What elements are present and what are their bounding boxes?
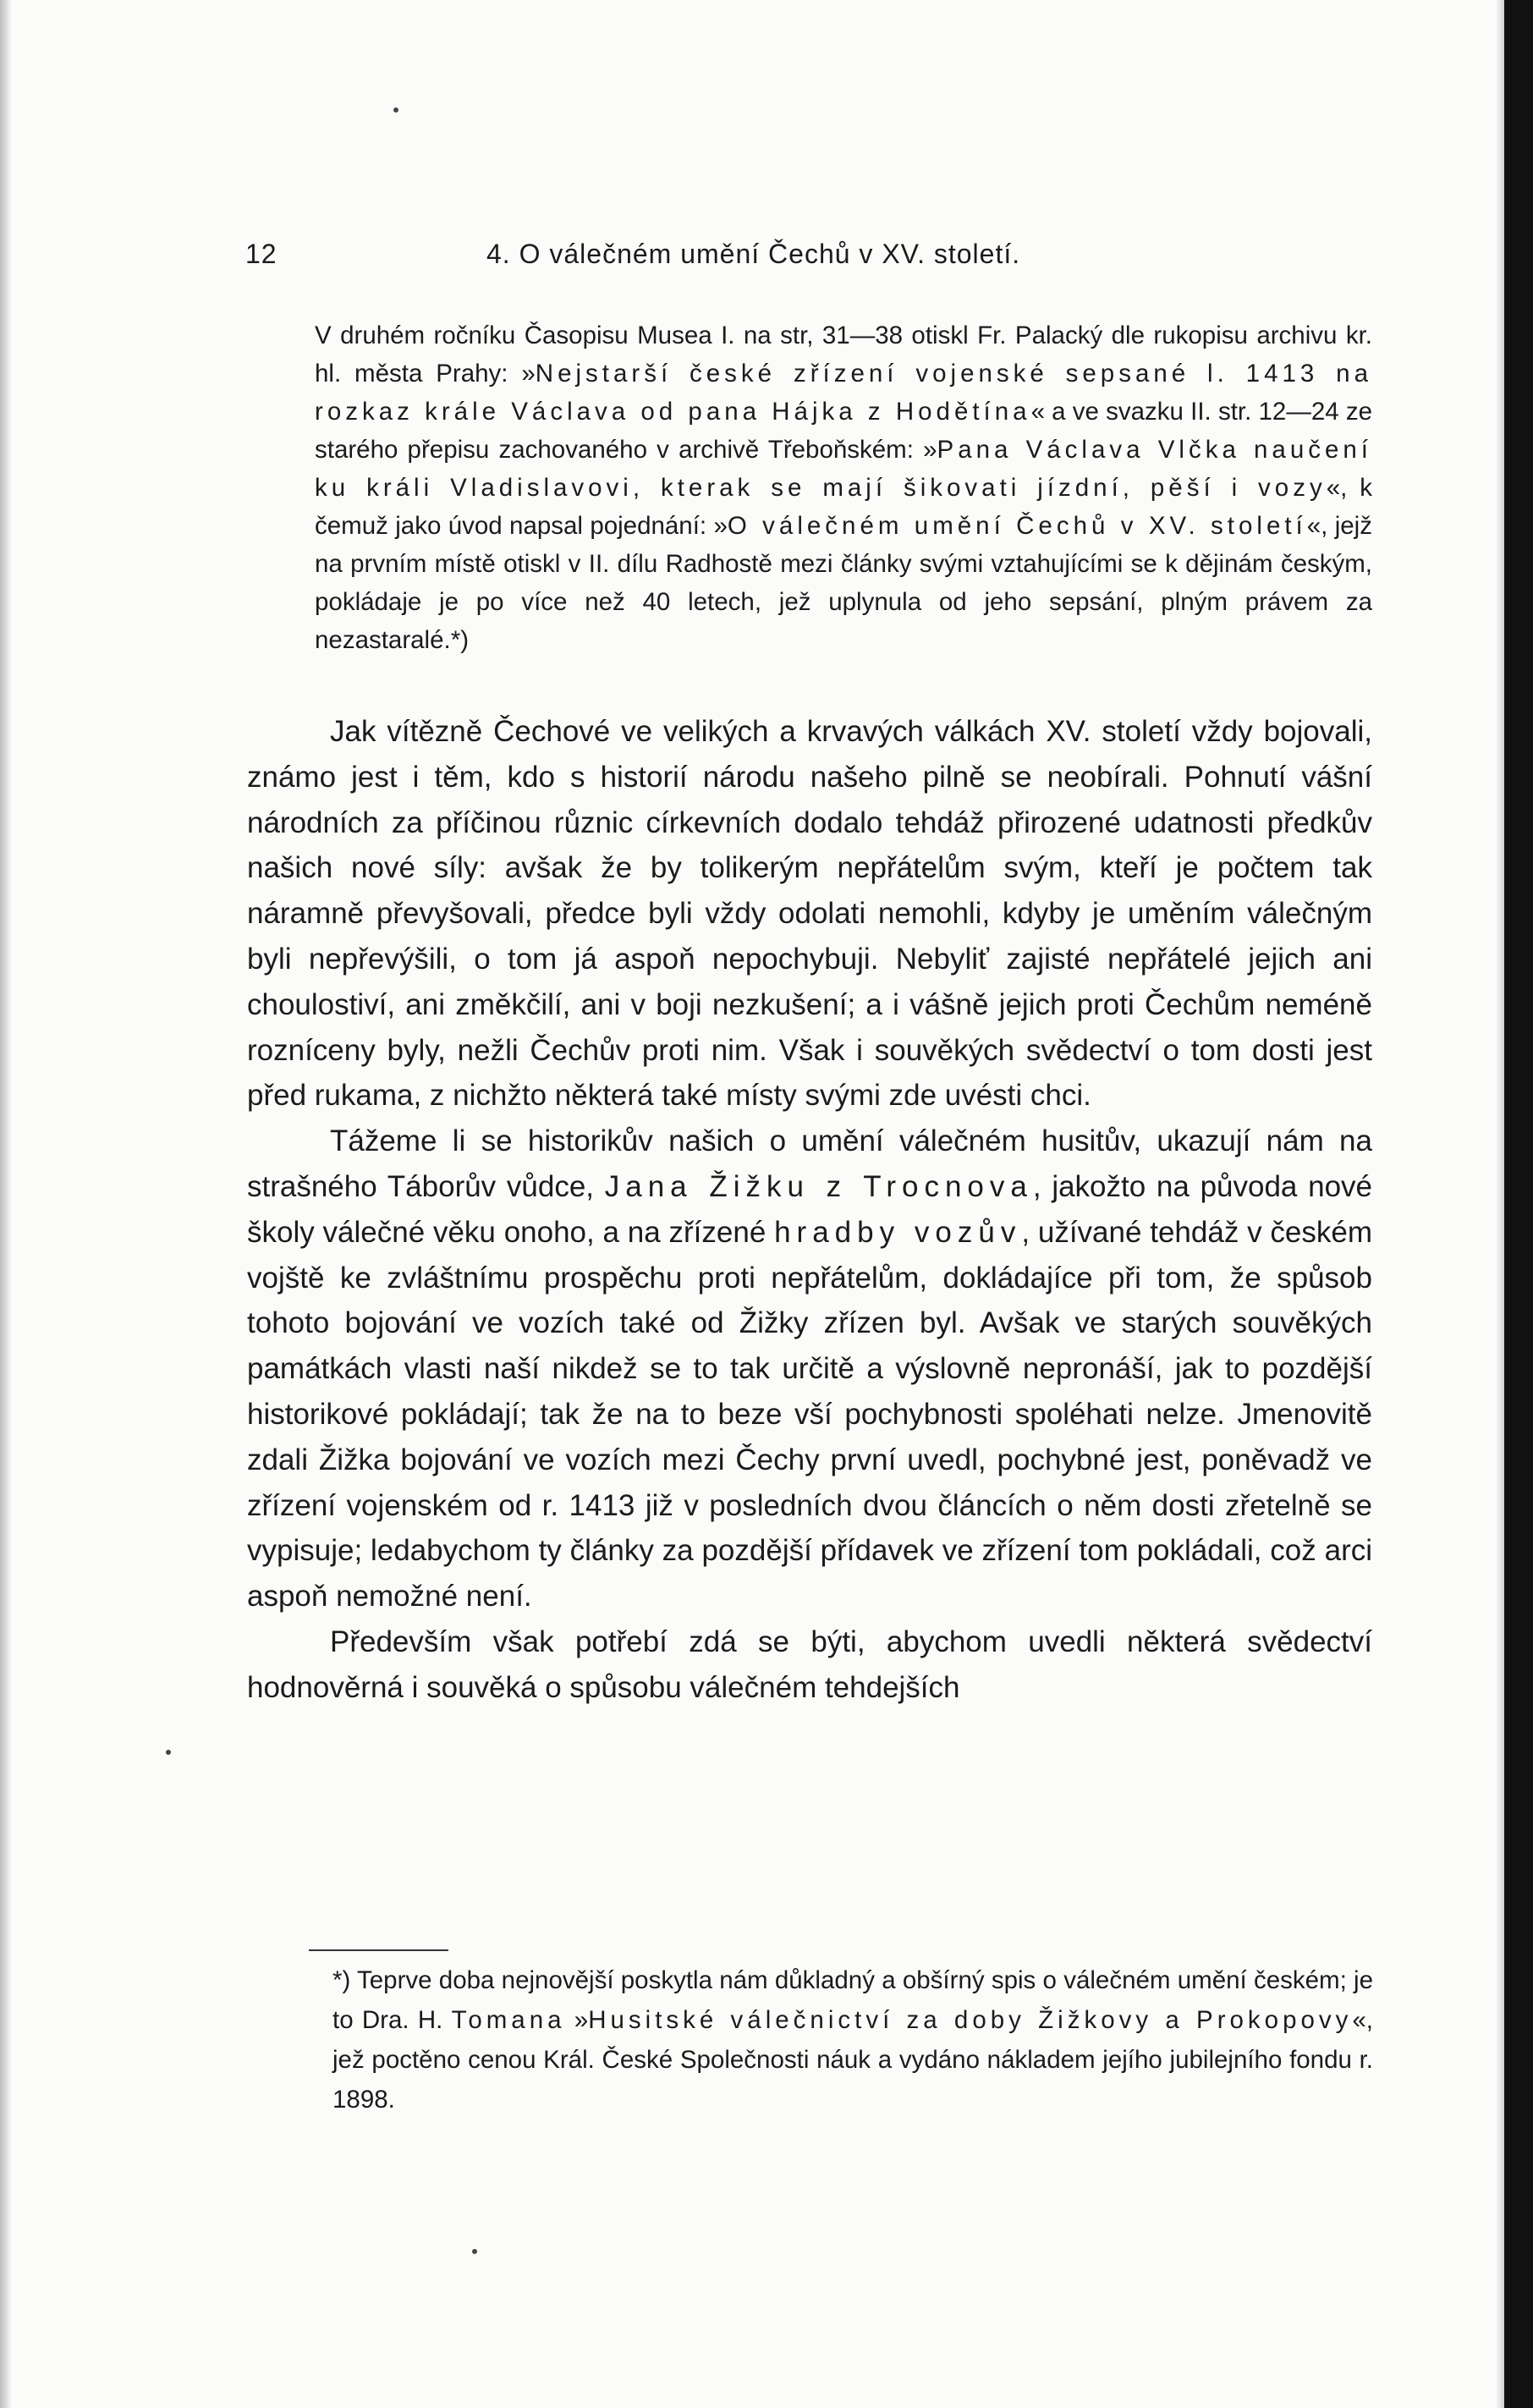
page-right-edge-shadow xyxy=(1496,0,1504,2408)
main-text xyxy=(247,709,1372,1711)
scan-speck xyxy=(166,1750,171,1755)
paragraph xyxy=(247,1119,1372,1619)
editorial-note-part: «, jejž na prvním místě otiskl v II. dílu Radhostě mezi články svými vztahujícími se k dějinám českým, pokládaje je po více než 40 letech, jež uplynula od jeho sepsání, plným právem za nezastaralé.*) xyxy=(315,512,1372,654)
footnote-part: «, jež poctěno cenou Král. České Společnosti náuk a vydáno nákladem jejího jubilejního fondu r. 1898. xyxy=(332,2006,1373,2114)
running-header xyxy=(245,239,1371,281)
editorial-note xyxy=(247,316,1372,659)
page-number: 12 xyxy=(245,239,277,269)
footnote-part: » xyxy=(565,2006,589,2034)
document-title: O válečném umění Čechů v XV. století xyxy=(727,512,1307,540)
person-name: Jana Žižku z Trocnova xyxy=(604,1169,1033,1203)
editorial-note-text xyxy=(247,316,1372,659)
paragraph: Jak vítězně Čechové ve velikých a krvavých válkách XV. století vždy bojovali, známo jest i těm, kdo s historií národu našeho pilně se neobírali. Pohnutí vášní národních za příčinou různic církevních dodalo tehdáž přirozené udatnosti předkův našich nové síly: avšak že by tolikerým nepřátelům svým, kteří je počtem tak náramně převyšovali, předce byli vždy odolati nemohli, kdyby je uměním válečným byli nepřevýšili, o tom já aspoň nepochybuji. Nebyliť zajisté nepřátelé jejich ani choulostiví, ani změkčilí, ani v boji nezkušení; a i vášně jejich proti Čechům neméně rozníceny byly, nežli Čechův proti nim. Však i souvěkých svědectví o tom dosti jest před rukama, z nichžto některá také místy svými zde uvésti chci. xyxy=(247,715,1372,1113)
footnote-part: *) Teprve doba nejnovější poskytla nám důkladný a obšírný spis o válečném umění českém; je to Dra. H. xyxy=(332,1966,1373,2034)
footnote-text xyxy=(265,1960,1373,2119)
editorial-note-part: «, k čemuž jako úvod napsal pojednání: » xyxy=(315,474,1372,540)
paragraph-part: , jakožto na původa nové školy válečné věku onoho, a na zřízené xyxy=(247,1169,1373,1249)
author-name: Tomana xyxy=(451,2006,566,2034)
paragraph-part: , užívané tehdáž v českém vojště ke zvláštnímu prospěchu proti nepřátelům, dokládajíce při tom, že spůsob tohoto bojování ve vozích také od Žižky zřízen byl. Avšak ve starých souvěkých památkách vlasti naší nikdež se to tak určitě a výslovně nepronáší, jak to pozdější historikové pokládají; tak že na to beze vší pochybnosti spoléhati nelze. Jmenovitě zdali Žižka bojování ve vozích mezi Čechy první uvedl, pochybné jest, poněvadž ve zřízení vojenském od r. 1413 již v posledních dvou článcích o něm dosti zřetelně se vypisuje; ledabychom ty články za pozdější přídavek ve zřízení tom pokládali, což arci aspoň nemožné není. xyxy=(247,1215,1372,1614)
scan-speck xyxy=(472,2249,477,2254)
scan-border xyxy=(1504,0,1533,2408)
paragraph-part: Tážeme li se historikův našich o umění válečném husitův, ukazují nám na strašného Táborův vůdce, xyxy=(247,1124,1372,1203)
scan-speck xyxy=(393,107,398,113)
editorial-note-part: V druhém ročníku Časopisu Musea I. na str, 31—38 otiskl Fr. Palacký dle rukopisu archivu kr. hl. města Prahy: » xyxy=(315,322,1372,388)
book-title: Husitské válečnictví za doby Žižkovy a Prokopovy xyxy=(588,2006,1353,2034)
footnote-separator xyxy=(309,1949,448,1951)
document-title: Pana Václava Vlčka naučení ku králi Vladislavovi, kterak se mají šikovati jízdní, pěší i vozy xyxy=(315,436,1372,502)
footnote xyxy=(265,1960,1373,2119)
emphasized-term: hradby vozův xyxy=(774,1215,1022,1249)
page-left-edge-shadow xyxy=(0,0,12,2408)
document-title: Nejstarší české zřízení vojenské sepsané l. 1413 na rozkaz krále Václava od pana Hájka z Hodětína xyxy=(315,360,1372,426)
running-title: 4. O válečném umění Čechů v XV. století. xyxy=(486,239,1021,269)
paragraph: Především však potřebí zdá se býti, abychom uvedli některá svědectví hodnověrná i souvěká o spůsobu válečném tehdejších xyxy=(247,1625,1372,1704)
editorial-note-part: « a ve svazku II. str. 12—24 ze starého přepisu zachovaného v archivě Třeboňském: » xyxy=(315,398,1372,464)
